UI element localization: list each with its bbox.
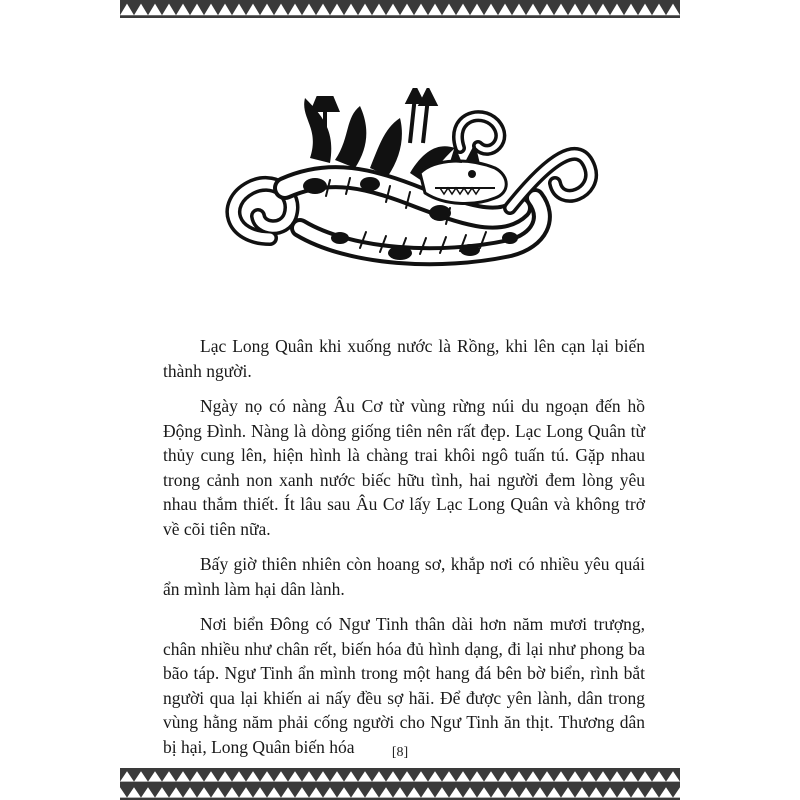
top-decorative-border [120,0,680,18]
page-number: [8] [391,745,409,760]
dragon-illustration-icon [210,88,600,288]
story-paragraph: Ngày nọ có nàng Âu Cơ từ vùng rừng núi du ngoạn đến hồ Động Đình. Nàng là dòng giống tiên nên rất đẹp. Lạc Long Quân từ thủy cung lên, hiện hình là chàng trai khôi ngô tuấn tú. Gặp nhau trong cảnh non xanh nước biếc hữu tình, hai người đem lòng yêu nhau thắm thiết. Ít lâu sau Âu Cơ lấy Lạc Long Quân và không trở về cõi tiên nữa. [163,396,645,539]
bottom-decorative-border [120,768,680,800]
story-paragraph: Nơi biển Đông có Ngư Tinh thân dài hơn năm mươi trượng, chân nhiều như chân rết, biến hóa đủ hình dạng, đi lại như phong ba bão táp. Ngư Tinh ẩn mình trong một hang đá bên bờ biển, rình bắt người qua lại khiến ai nấy đều sợ hãi. Để được yên lành, dân trong vùng hằng năm phải cống người cho Ngư Tinh ăn thịt. Thương dân bị hại, Long Quân biến hóa [163,614,645,757]
story-text [163,334,645,770]
story-paragraph: Bấy giờ thiên nhiên còn hoang sơ, khắp nơi có nhiều yêu quái ẩn mình làm hại dân lành. [163,554,645,599]
story-paragraph: Lạc Long Quân khi xuống nước là Rồng, khi lên cạn lại biến thành người. [163,336,645,381]
